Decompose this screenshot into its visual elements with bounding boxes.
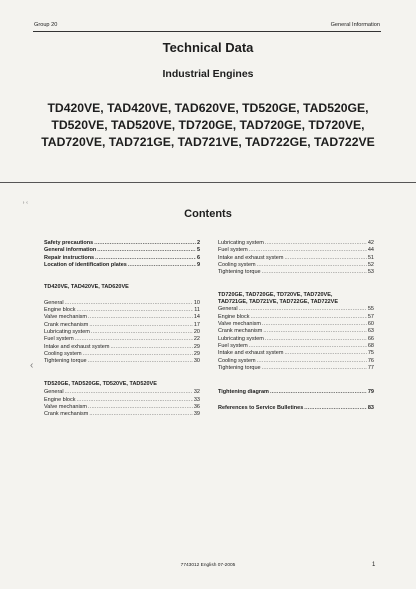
toc-entry[interactable]: Crank mechanism ..... 63 bbox=[218, 328, 374, 335]
model-line: TD520VE, TAD520VE, TD720GE, TAD720GE, TD720VE, bbox=[51, 118, 365, 132]
toc-entry[interactable]: Engine block ..... 11 bbox=[44, 307, 200, 314]
page-number: 1 bbox=[372, 562, 376, 568]
toc-entry[interactable]: Intake and exhaust system ..... 29 bbox=[44, 344, 200, 351]
toc-entry[interactable]: Tightening torque ..... 77 bbox=[218, 365, 374, 372]
toc-entry[interactable]: Cooling system ..... 52 bbox=[218, 262, 374, 269]
toc-entry[interactable]: Intake and exhaust system ..... 75 bbox=[218, 350, 374, 357]
header-rule bbox=[33, 31, 381, 32]
toc-section-heading: TAD721GE, TAD721VE, TAD722GE, TAD722VE bbox=[218, 299, 339, 306]
toc-entry[interactable]: Fuel system ..... 22 bbox=[44, 336, 200, 343]
document-title: Technical Data bbox=[162, 40, 254, 55]
toc-entry[interactable]: Intake and exhaust system ..... 51 bbox=[218, 255, 374, 262]
toc-entry[interactable]: General ..... 10 bbox=[44, 300, 200, 307]
header-group: Group 20 bbox=[34, 22, 58, 28]
toc-entry[interactable]: Valve mechanism ..... 60 bbox=[218, 321, 374, 328]
scan-mark: ˒˓ bbox=[22, 196, 29, 207]
toc-entry[interactable]: General information ..... 5 bbox=[44, 247, 200, 254]
toc-entry[interactable]: Lubricating system ..... 42 bbox=[218, 240, 374, 247]
section-divider bbox=[0, 182, 416, 183]
toc-entry[interactable]: Cooling system ..... 29 bbox=[44, 351, 200, 358]
toc-entry[interactable]: Valve mechanism ..... 14 bbox=[44, 314, 200, 321]
toc-entry[interactable]: Location of identification plates ..... 9 bbox=[44, 262, 200, 269]
scan-mark: ‹ bbox=[30, 360, 34, 371]
toc-entry[interactable]: Fuel system ..... 44 bbox=[218, 247, 374, 254]
engine-model-list bbox=[20, 100, 396, 151]
toc-entry[interactable]: Engine block ..... 33 bbox=[44, 397, 200, 404]
footer-publication-code: 7743012 English 07-2005 bbox=[180, 563, 236, 568]
toc-entry[interactable]: Tightening torque ..... 53 bbox=[218, 269, 374, 276]
toc-entry[interactable]: General ..... 32 bbox=[44, 389, 200, 396]
toc-entry[interactable]: Cooling system ..... 76 bbox=[218, 358, 374, 365]
document-subtitle: Industrial Engines bbox=[162, 68, 254, 80]
toc-entry[interactable]: Crank mechanism ..... 39 bbox=[44, 411, 200, 418]
toc-entry[interactable]: Tightening torque ..... 30 bbox=[44, 358, 200, 365]
toc-entry[interactable]: Safety precautions ..... 2 bbox=[44, 240, 200, 247]
toc-entry[interactable]: Engine block ..... 57 bbox=[218, 314, 374, 321]
toc-section-heading: TD720GE, TAD720GE, TD720VE, TAD720VE, bbox=[218, 291, 333, 298]
header-section: General Information bbox=[330, 22, 380, 28]
model-line: TAD720VE, TAD721GE, TAD721VE, TAD722GE, TAD722VE bbox=[41, 135, 375, 149]
toc-entry[interactable]: Lubricating system ..... 20 bbox=[44, 329, 200, 336]
toc-section-heading: TD420VE, TAD420VE, TAD620VE bbox=[44, 284, 129, 291]
model-line: TD420VE, TAD420VE, TAD620VE, TD520GE, TAD520GE, bbox=[47, 101, 369, 115]
contents-left-column bbox=[44, 240, 200, 419]
contents-heading: Contents bbox=[184, 208, 232, 220]
toc-entry[interactable]: Tightening diagram ..... 79 bbox=[218, 389, 374, 396]
toc-section-heading: TD520GE, TAD520GE, TD520VE, TAD520VE bbox=[44, 380, 157, 387]
toc-entry[interactable]: Crank mechanism ..... 17 bbox=[44, 322, 200, 329]
toc-entry[interactable]: Lubricating system ..... 66 bbox=[218, 336, 374, 343]
toc-entry[interactable]: Valve mechanism ..... 36 bbox=[44, 404, 200, 411]
toc-entry[interactable]: Fuel system ..... 68 bbox=[218, 343, 374, 350]
toc-entry[interactable]: Repair instructions ..... 6 bbox=[44, 255, 200, 262]
contents-right-column bbox=[218, 240, 374, 412]
toc-entry[interactable]: References to Service Bulletines ..... 83 bbox=[218, 405, 374, 412]
toc-entry[interactable]: General ..... 55 bbox=[218, 306, 374, 313]
